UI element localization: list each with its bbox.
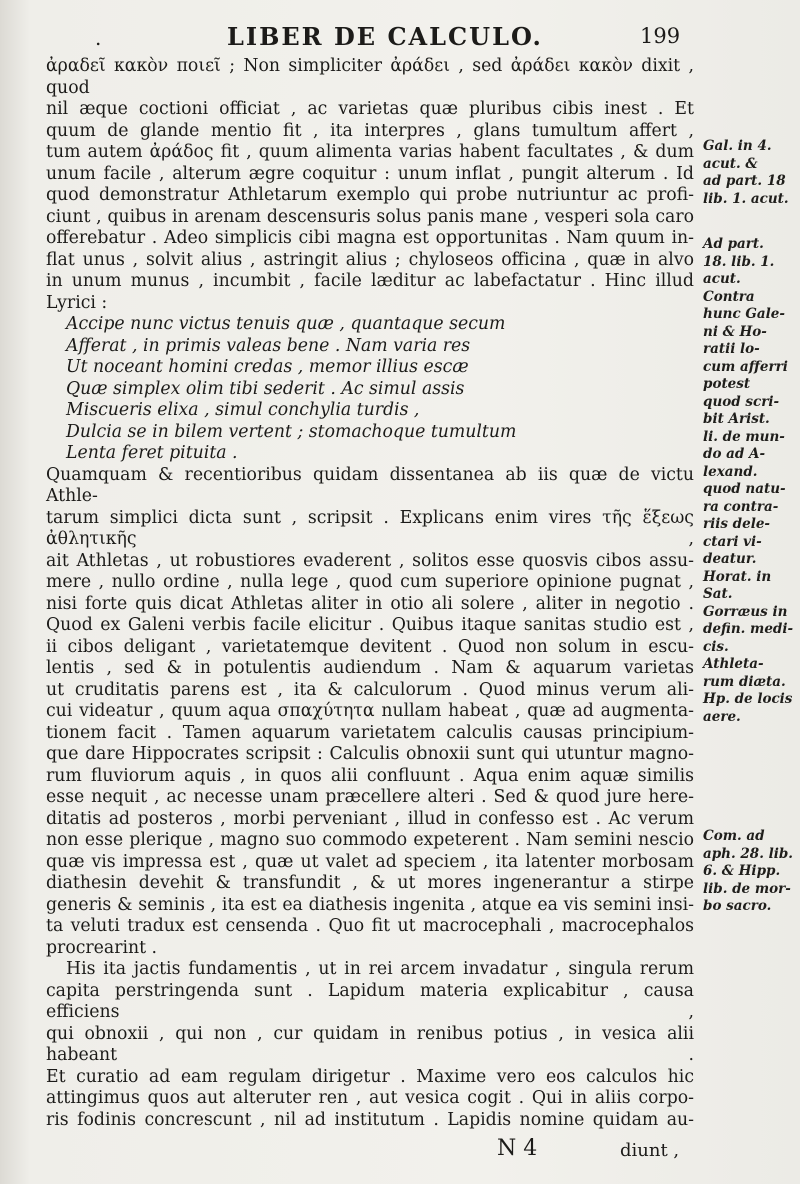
text-line: flat unus , solvit alius , astringit alius ; chyloseos officina , quæ in alvo (46, 249, 694, 270)
margin-note-line: bo sacro. (703, 898, 772, 914)
text-line: Accipe nunc victus tenuis quæ , quantaque secum (66, 314, 506, 334)
margin-note-line: ni & Ho- (703, 323, 767, 340)
margin-note-line: ra contra- (703, 498, 779, 515)
text-line: Quæ simplex olim tibi sederit . Ac simul assis (66, 378, 465, 399)
text-line: ἀραδεῖ κακὸν ποιεῖ ; Non simpliciter ἀράδει , sed ἀράδει κακὸν dixit , quod (46, 56, 694, 98)
text-line: Lenta feret pituita . (66, 443, 238, 463)
text-line: ciunt , quibus in arenam descensuris solus panis mane , vesperi sola caro (46, 206, 694, 227)
margin-note-line: acut. & (703, 155, 758, 172)
margin-note-line: Ad part. (703, 236, 764, 252)
margin-note-line: hunc Gale- (703, 306, 785, 322)
text-line: mere , nullo ordine , nulla lege , quod cum superiore opinione pugnat , (46, 572, 694, 592)
margin-note-line: ad part. 18 (703, 173, 786, 189)
margin-note-line: Gorræus in (703, 603, 788, 620)
margin-note-line: deatur. (703, 551, 757, 567)
text-line: ris fodinis concrescunt , nil ad institutum . Lapidis nomine quidam au- (46, 1109, 694, 1130)
text-line: Dulcia se in bilem vertent ; stomachoque tumultum (66, 421, 517, 442)
margin-note-line: defin. medi- (703, 621, 794, 637)
text-line: Afferat , in primis valeas bene . Nam varia res (66, 335, 471, 356)
main-text-block (46, 56, 694, 1131)
margin-note-line: Hp. de locis (703, 691, 793, 707)
text-line: qui obnoxii , qui non , cur quidam in renibus potius , in vesica alii habeant . (46, 1023, 694, 1065)
margin-note-line: Gal. in 4. (703, 138, 772, 154)
text-line: Quod ex Galeni verbis facile elicitur . Quibus itaque sanitas studio est , (46, 615, 694, 635)
text-line: lentis , sed & in potulentis audiendum . Nam & aquarum varietas (46, 658, 694, 678)
text-line: tionem facit . Tamen aquarum varietatem calculis causas principium- (46, 722, 694, 743)
margin-note-line: 6. & Hipp. (703, 863, 781, 879)
text-line: rum fluviorum aquis , in quos alii confluunt . Aqua enim aquæ similis (46, 765, 694, 786)
margin-note-line: acut. (703, 271, 741, 287)
text-line: Ut noceant homini credas , memor illius escæ (66, 357, 469, 377)
margin-note-2 (703, 236, 795, 726)
running-title: LIBER DE CALCULO. (227, 22, 543, 51)
margin-note-line: cis. (703, 638, 729, 655)
text-line: ait Athletas , ut robustiores evaderent , solitos esse quosvis cibos assu- (46, 550, 694, 571)
margin-note-line: lib. de mor- (703, 880, 791, 897)
text-line: generis & seminis , ita est ea diathesis ingenita , atque ea vis semini insi- (46, 894, 694, 915)
margin-note-line: Com. ad (703, 828, 765, 844)
text-line: cui videatur , quum aqua σπαχύτητα nullam habeat , quæ ad augmenta- (46, 701, 694, 721)
text-line: capita perstringenda sunt . Lapidum materia explicabitur , causa efficiens , (46, 980, 694, 1022)
margin-note-line: cum afferri (703, 358, 788, 375)
margin-note-line: lib. 1. acut. (703, 190, 789, 207)
margin-note-line: quod scri- (703, 393, 780, 410)
text-line: quum de glande mentio fit , ita interpres , glans tumultum affert , (46, 120, 694, 141)
page-footer (0, 1136, 800, 1166)
text-line: quod demonstratur Athletarum exemplo qui probe nutriuntur ac profi- (46, 185, 694, 205)
text-line: esse nequit , ac necesse unam præcellere alteri . Sed & quod jure here- (46, 787, 694, 807)
text-line: ut cruditatis parens est , ita & calculorum . Quod minus verum ali- (46, 679, 694, 700)
text-line: que dare Hippocrates scripsit : Calculis obnoxii sunt qui utuntur magno- (46, 744, 694, 764)
text-line: tarum simplici dicta sunt , scripsit . Explicans enim vires τῆς ἕξεως ἀθλητικῆς , (46, 507, 694, 549)
margin-note-line: ctari vi- (703, 533, 762, 550)
text-line: His ita jactis fundamentis , ut in rei arcem invadatur , singula rerum (66, 959, 694, 979)
margin-note-line: quod natu- (703, 481, 786, 497)
text-line: nisi forte quis dicat Athletas aliter in otio ali solere , aliter in negotio . (46, 593, 694, 614)
margin-note-line: do ad A- (703, 446, 766, 462)
text-line: diathesin devehit & transfundit , & ut mores ingenerantur a stirpe (46, 873, 694, 893)
text-line: procrearint . (46, 937, 158, 958)
margin-note-line: Sat. (703, 586, 733, 602)
margin-note-line: Contra (703, 288, 755, 305)
margin-note-line: aph. 28. lib. (703, 845, 793, 862)
margin-note-line: ratii lo- (703, 341, 760, 357)
margin-note-line: riis dele- (703, 516, 771, 532)
text-line: ta veluti tradux est censenda . Quo fit ut macrocephali , macrocephalos (46, 916, 694, 936)
page-number: 199 (640, 24, 681, 48)
margin-note-3 (703, 828, 795, 916)
margin-note-line: 18. lib. 1. (703, 253, 775, 270)
margin-note-line: Athleta- (703, 656, 764, 672)
signature-mark: N 4 (497, 1136, 538, 1161)
text-line: offerebatur . Adeo simplicis cibi magna est opportunitas . Nam quum in- (46, 228, 694, 248)
margin-note-line: rum diæta. (703, 673, 786, 690)
text-line: Quamquam & recentioribus quidam dissentanea ab iis quæ de victu Athle- (46, 464, 694, 506)
text-line: unum facile , alterum ægre coquitur : unum inflat , pungit alterum . Id (46, 163, 694, 184)
margin-note-line: Horat. in (703, 568, 772, 585)
text-line: ii cibos deligant , varietatemque devitent . Quod non solum in escu- (46, 636, 694, 657)
text-line: Et curatio ad eam regulam dirigetur . Maxime vero eos calculos hic (46, 1066, 694, 1087)
catchword: diunt , (620, 1140, 680, 1161)
text-line: non esse plerique , magno suo commodo expeterent . Nam semini nescio (46, 830, 694, 850)
text-line: ditatis ad posteros , morbi perveniant , illud in confesso est . Ac verum (46, 808, 694, 829)
margin-note-line: aere. (703, 708, 741, 725)
margin-note-line: potest (703, 376, 751, 392)
margin-note-line: lexand. (703, 463, 758, 480)
page-header (0, 22, 800, 52)
margin-note-line: li. de mun- (703, 428, 785, 445)
text-line: Miscueris elixa , simul conchylia turdis , (66, 400, 420, 420)
header-dot: . (95, 26, 102, 50)
margin-note-1 (703, 138, 795, 208)
text-line: quæ vis impressa est , quæ ut valet ad speciem , ita latenter morbosam (46, 851, 694, 872)
text-line: tum autem ἀράδος fit , quum alimenta varias habent facultates , & dum (46, 142, 694, 162)
text-line: attingimus quos aut alteruter ren , aut vesica cogit . Qui in aliis corpo- (46, 1088, 694, 1108)
margin-note-line: bit Arist. (703, 411, 770, 427)
text-line: Lyrici : (46, 292, 108, 313)
text-line: nil æque coctioni officiat , ac varietas quæ pluribus cibis inest . Et (46, 99, 694, 119)
text-line: in unum munus , incumbit , facile læditur ac labefactatur . Hinc illud (46, 271, 694, 291)
